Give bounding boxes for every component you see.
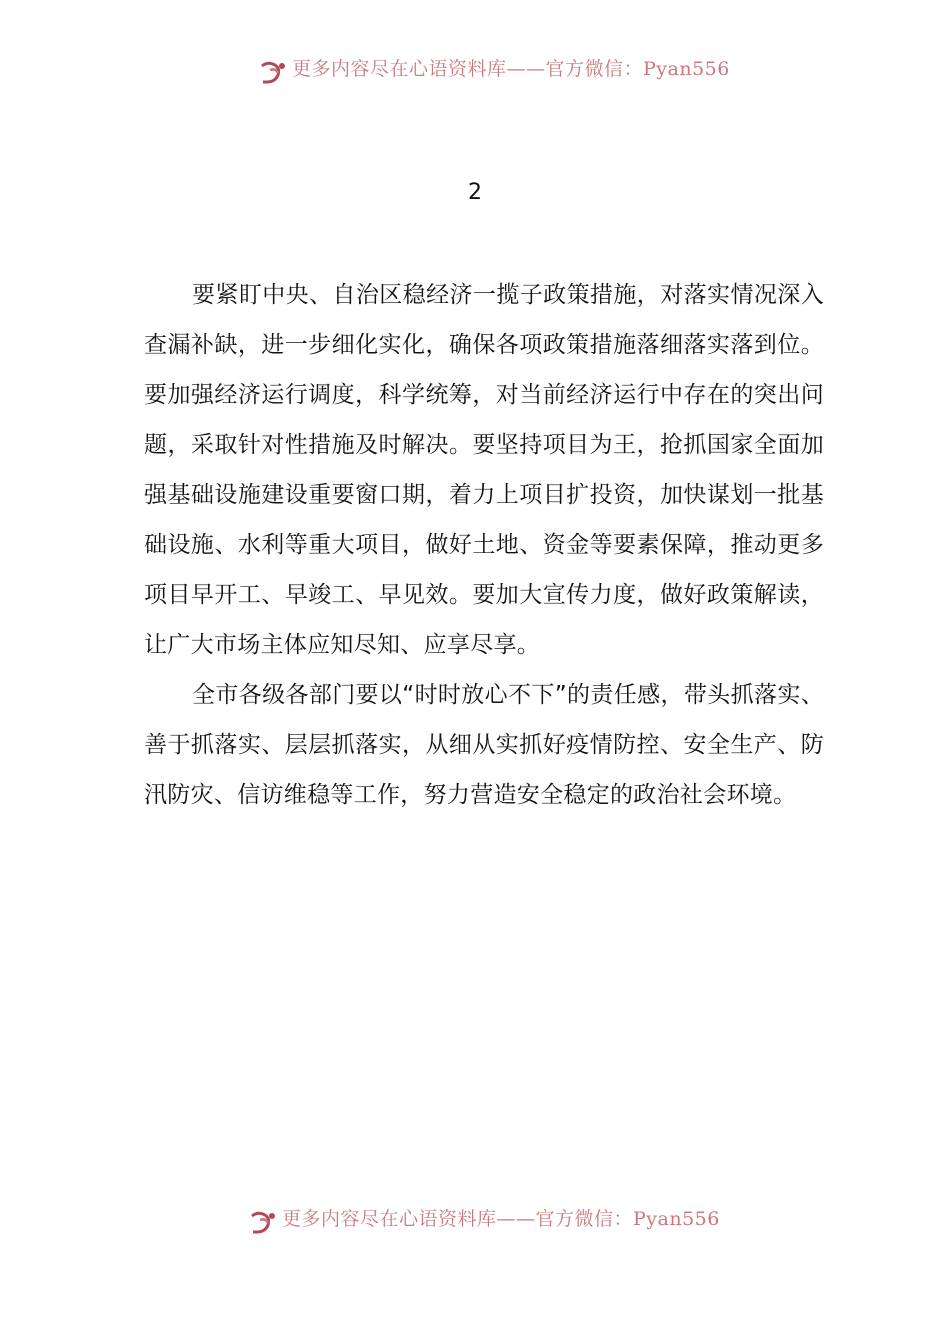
watermark-logo-icon xyxy=(258,58,288,88)
watermark-text: 更多内容尽在心语资料库——官方微信：Pyan556 xyxy=(282,1207,720,1230)
paragraph-1: 要紧盯中央、自治区稳经济一揽子政策措施，对落实情况深入查漏补缺，进一步细化实化，确保各项政策措施落细落实落到位。要加强经济运行调度，科学统筹，对当前经济运行中存在的突出问题，采取针对性措施及时解决。要坚持项目为王，抢抓国家全面加强基础设施建设重要窗口期，着力上项目扩投资，加快谋划一批基础设施、水利等重大项目，做好土地、资金等要素保障，推动更多项目早开工、早竣工、早见效。要加大宣传力度，做好政策解读，让广大市场主体应知尽知、应享尽享。 xyxy=(144,282,824,658)
page-number: 2 xyxy=(468,180,482,205)
watermark-logo-icon xyxy=(248,1208,278,1238)
footer-watermark xyxy=(0,1206,950,1240)
paragraph-2: 全市各级各部门要以“时时放心不下”的责任感，带头抓落实、善于抓落实、层层抓落实，从细从实抓好疫情防控、安全生产、防汛防灾、信访维稳等工作，努力营造安全稳定的政治社会环境。 xyxy=(144,682,824,808)
watermark-text: 更多内容尽在心语资料库——官方微信：Pyan556 xyxy=(292,57,730,80)
header-watermark xyxy=(0,56,950,90)
document-body xyxy=(144,270,824,820)
